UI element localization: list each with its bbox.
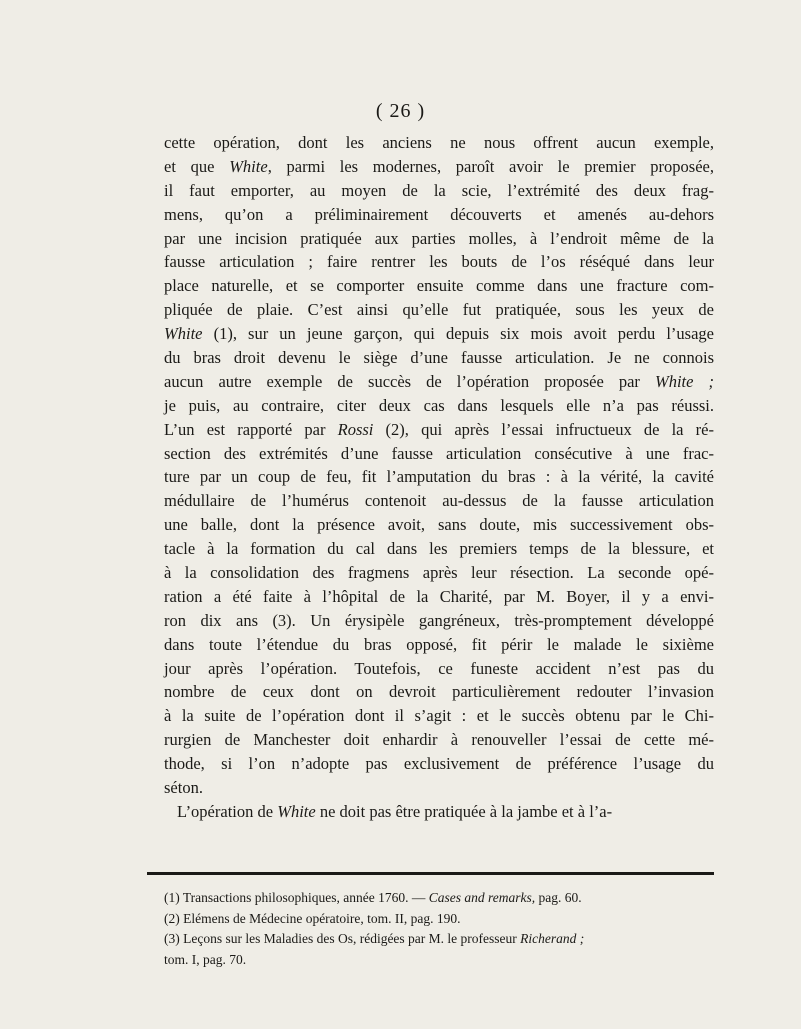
text-line: [164, 418, 714, 442]
footnote: [164, 888, 714, 909]
text-line: pliquée de plaie. C’est ainsi qu’elle fut pratiquée, sous les yeux de: [164, 300, 714, 320]
text-line: fausse articulation ; faire rentrer les bouts de l’os réséqué dans leur: [164, 252, 714, 272]
italic-name: White: [277, 801, 316, 821]
text-line: [164, 370, 714, 394]
text-line: médullaire de l’humérus contenoit au-dessus de la fausse articulation: [164, 491, 714, 511]
text-segment: et que: [164, 156, 230, 176]
footnote-italic: Richerand ;: [520, 931, 585, 946]
text-line: à la suite de l’opération dont il s’agit : et le succès obtenu par le Chi-: [164, 706, 714, 726]
text-segment: aucun autre exemple de succès de l’opération proposée par: [164, 371, 655, 391]
text-line: je puis, au contraire, citer deux cas dans lesquels elle n’a pas réussi.: [164, 395, 714, 415]
footnote-text: tom. I, pag. 70.: [164, 951, 247, 967]
footnote-text: pag. 60.: [535, 890, 582, 905]
text-segment: L’un est rapporté par: [164, 419, 338, 439]
footnote: [164, 950, 714, 971]
text-line: tacle à la formation du cal dans les premiers temps de la blessure, et: [164, 539, 714, 559]
text-line: nombre de ceux dont on devroit particulièrement redouter l’invasion: [164, 682, 714, 702]
text-line: mens, qu’on a préliminairement découverts et amenés au-dehors: [164, 204, 714, 224]
text-line: ration a été faite à l’hôpital de la Charité, par M. Boyer, il y a envi-: [164, 586, 714, 606]
text-line: cette opération, dont les anciens ne nous offrent aucun exemple,: [164, 133, 714, 152]
text-line: ron dix ans (3). Un érysipèle gangréneux, très-promptement développé: [164, 610, 714, 630]
text-line: du bras droit devenu le siège d’une fausse articulation. Je ne connois: [164, 348, 714, 368]
text-line: il faut emporter, au moyen de la scie, l’extrémité des deux frag-: [164, 180, 714, 200]
footnote-separator: [147, 872, 714, 875]
text-segment: (1), sur un jeune garçon, qui depuis six mois avoit perdu l’usage: [202, 324, 714, 344]
text-line: ture par un coup de feu, fit l’amputation du bras : à la vérité, la cavité: [164, 467, 714, 487]
main-text: [164, 131, 714, 824]
text-segment: (2), qui après l’essai infructueux de la ré-: [373, 419, 714, 439]
footnote-text: (1) Transactions philosophiques, année 1760. —: [164, 890, 429, 905]
italic-name: White: [229, 156, 268, 176]
footnote-text: (2) Elémens de Médecine opératoire, tom. II, pag. 190.: [164, 910, 461, 926]
text-line: par une incision pratiquée aux parties molles, à l’endroit même de la: [164, 228, 714, 248]
text-line: [164, 155, 714, 179]
text-line: séton.: [164, 778, 203, 798]
text-line: [164, 322, 714, 346]
text-segment: L’opération de: [177, 801, 278, 821]
footnote: [164, 929, 714, 950]
footnote-text: (3) Leçons sur les Maladies des Os, rédigées par M. le professeur: [164, 931, 521, 946]
footnote: [164, 909, 714, 930]
footnote-italic: Cases and remarks,: [428, 890, 536, 905]
text-line: section des extrémités d’une fausse articulation consécutive à une frac-: [164, 443, 714, 463]
text-line: thode, si l’on n’adopte pas exclusivement de préférence l’usage du: [164, 754, 714, 774]
text-line: rurgien de Manchester doit enhardir à renouveller l’essai de cette mé-: [164, 730, 714, 750]
page-number: ( 26 ): [375, 100, 426, 122]
text-line: jour après l’opération. Toutefois, ce funeste accident n’est pas du: [164, 658, 714, 678]
text-segment: ne doit pas être pratiquée à la jambe et à l’a-: [315, 801, 613, 821]
text-line: à la consolidation des fragmens après leur résection. La seconde opé-: [164, 563, 714, 583]
text-line: place naturelle, et se comporter ensuite comme dans une fracture com-: [164, 276, 714, 296]
footnotes: [164, 888, 714, 970]
text-line: [164, 800, 714, 824]
text-line: dans toute l’étendue du bras opposé, fit périr le malade le sixième: [164, 634, 714, 654]
text-line: une balle, dont la présence avoit, sans doute, mis successivement obs-: [164, 515, 714, 535]
italic-name: Rossi: [337, 419, 374, 439]
text-segment: , parmi les modernes, paroît avoir le premier proposée,: [267, 156, 714, 176]
italic-name: White: [164, 324, 203, 344]
italic-name: White ;: [654, 371, 715, 391]
